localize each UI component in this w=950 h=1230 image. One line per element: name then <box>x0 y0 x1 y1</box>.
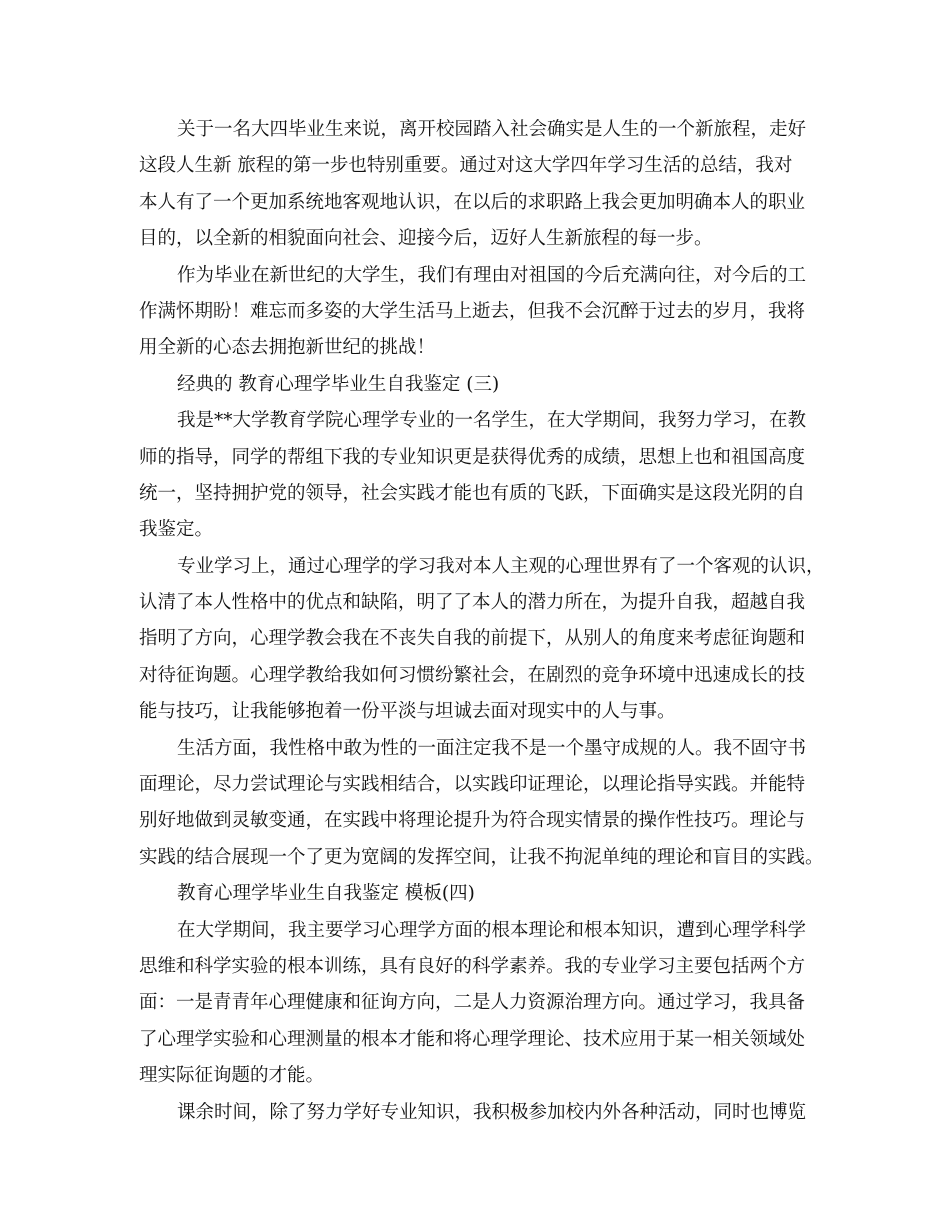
text-line: 生活方面，我性格中敢为性的一面注定我不是一个墨守成规的人。我不固守书 <box>177 737 807 759</box>
text-line: 目的，以全新的相貌面向社会、迎接今后，迈好人生新旅程的每一步。 <box>139 228 713 250</box>
text-line: 面：一是青青年心理健康和征询方向，二是人力资源治理方向。通过学习，我具备 <box>139 992 806 1014</box>
text-line: 作为毕业在新世纪的大学生，我们有理由对祖国的今后充满向往，对今后的工 <box>177 264 807 286</box>
text-line: 实践的结合展现一个了更为宽阔的发挥空间，让我不拘泥单纯的理论和盲目的实践。 <box>139 846 824 868</box>
text-line: 我是**大学教育学院心理学专业的一名学生，在大学期间，我努力学习，在教 <box>177 410 807 432</box>
text-line: 能与技巧，让我能够抱着一份平淡与坦诚去面对现实中的人与事。 <box>139 701 676 723</box>
text-line: 认清了本人性格中的优点和缺陷，明了了本人的潜力所在，为提升自我，超越自我 <box>139 592 806 614</box>
text-line: 专业学习上，通过心理学的学习我对本人主观的心理世界有了一个客观的认识， <box>177 555 825 577</box>
text-line: 课余时间，除了努力学好专业知识，我积极参加校内外各种活动，同时也博览 <box>177 1101 807 1123</box>
document-body <box>139 112 825 1131</box>
text-line: 思维和科学实验的根本训练，具有良好的科学素养。我的专业学习主要包括两个方 <box>139 955 806 977</box>
text-line: 用全新的心态去拥抱新世纪的挑战！ <box>139 337 436 359</box>
text-line: 对待征询题。心理学教给我如何习惯纷繁社会，在剧烈的竞争环境中迅速成长的技 <box>139 664 806 686</box>
text-line: 面理论，尽力尝试理论与实践相结合，以实践印证理论，以理论指导实践。并能特 <box>139 774 806 796</box>
text-line: 理实际征询题的才能。 <box>139 1065 325 1087</box>
text-line: 指明了方向，心理学教会我在不丧失自我的前提下，从别人的角度来考虑征询题和 <box>139 628 806 650</box>
text-line: 本人有了一个更加系统地客观地认识，在以后的求职路上我会更加明确本人的职业 <box>139 191 806 213</box>
text-line: 统一，坚持拥护党的领导，社会实践才能也有质的飞跃，下面确实是这段光阴的自 <box>139 482 806 504</box>
text-line: 这段人生新 旅程的第一步也特别重要。通过对这大学四年学习生活的总结，我对 <box>139 155 793 177</box>
text-line: 师的指导，同学的帮组下我的专业知识更是获得优秀的成绩，思想上也和祖国高度 <box>139 446 806 468</box>
text-line: 教育心理学毕业生自我鉴定 模板(四) <box>177 883 475 905</box>
text-line: 了心理学实验和心理测量的根本才能和将心理学理论、技术应用于某一相关领域处 <box>139 1028 806 1050</box>
text-line: 在大学期间，我主要学习心理学方面的根本理论和根本知识，遭到心理学科学 <box>177 919 807 941</box>
text-line: 关于一名大四毕业生来说，离开校园踏入社会确实是人生的一个新旅程，走好 <box>177 119 807 140</box>
text-line: 经典的 教育心理学毕业生自我鉴定 (三) <box>177 373 500 395</box>
text-line: 别好地做到灵敏变通，在实践中将理论提升为符合现实情景的操作性技巧。理论与 <box>139 810 806 832</box>
text-line: 作满怀期盼！难忘而多姿的大学生活马上逝去，但我不会沉醉于过去的岁月，我将 <box>139 300 806 322</box>
text-line: 我鉴定。 <box>139 519 214 541</box>
